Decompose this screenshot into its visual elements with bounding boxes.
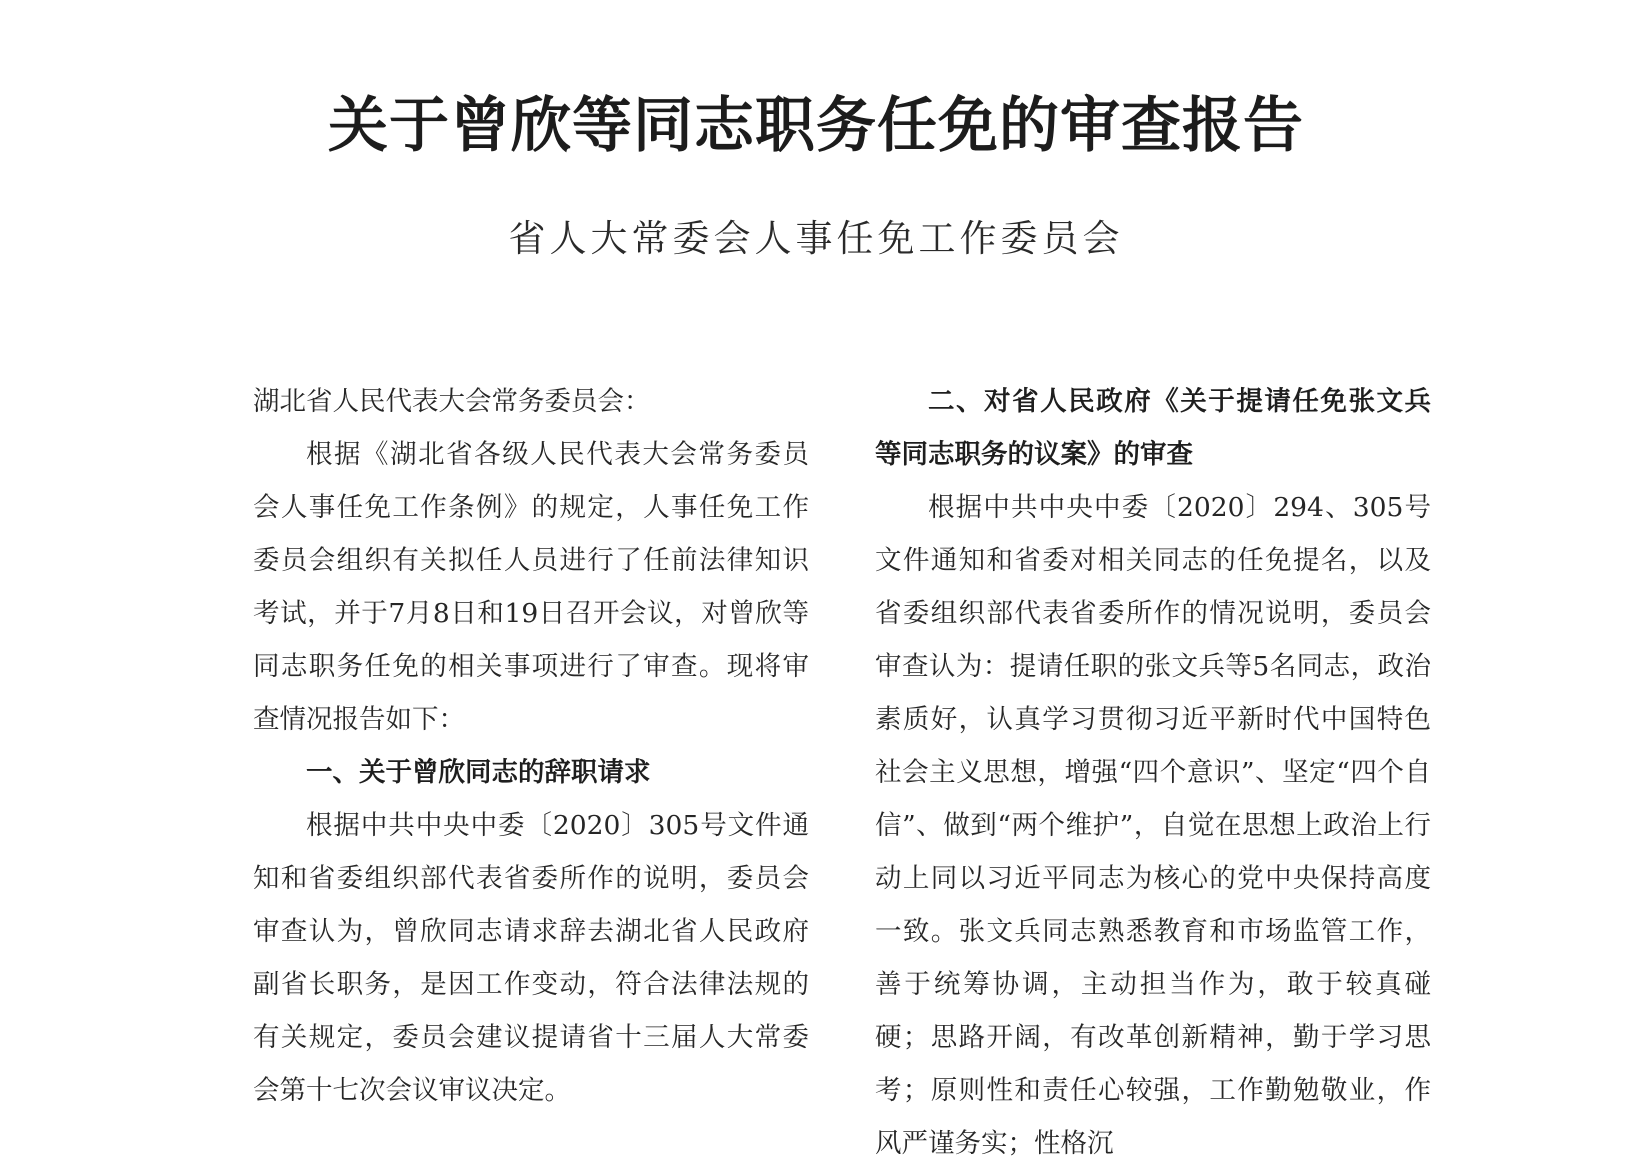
section1-paragraph: 根据中共中央中委〔2020〕305号文件通知和省委组织部代表省委所作的说明，委员会审查认为，曾欣同志请求辞去湖北省人民政府副省长职务，是因工作变动，符合法律法规的有关规定，委员会建议提请省十三届人大常委会第十七次会议审议决定。: [253, 810, 809, 1106]
section1-heading: 一、关于曾欣同志的辞职请求: [306, 757, 651, 788]
right-column: [875, 375, 1431, 1170]
section2-heading: 二、对省人民政府《关于提请任免张文兵等同志职务的议案》的审查: [875, 386, 1431, 470]
section2-paragraph: 根据中共中央中委〔2020〕294、305号文件通知和省委对相关同志的任免提名，以及省委组织部代表省委所作的情况说明，委员会审查认为：提请任职的张文兵等5名同志，政治素质好，认真学习贯彻习近平新时代中国特色社会主义思想，增强“四个意识”、坚定“四个自信”、做到“两个维护”，自觉在思想上政治上行动上同以习近平同志为核心的党中央保持高度一致。张文兵同志熟悉教育和市场监管工作，善于统筹协调，主动担当作为，敢于较真碰硬；思路开阔，有改革创新精神，勤于学习思考；原则性和责任心较强，工作勤勉敬业，作风严谨务实；性格沉: [875, 492, 1431, 1159]
page-subtitle: 省人大常委会人事任免工作委员会: [508, 217, 1124, 260]
salutation: 湖北省人民代表大会常务委员会：: [253, 386, 651, 417]
page-title: 关于曾欣等同志职务任免的审查报告: [328, 91, 1304, 161]
intro-paragraph: 根据《湖北省各级人民代表大会常务委员会人事任免工作条例》的规定，人事任免工作委员会组织有关拟任人员进行了任前法律知识考试，并于7月8日和19日召开会议，对曾欣等同志职务任免的相关事项进行了审查。现将审查情况报告如下：: [253, 439, 809, 735]
left-column: [253, 375, 809, 1117]
